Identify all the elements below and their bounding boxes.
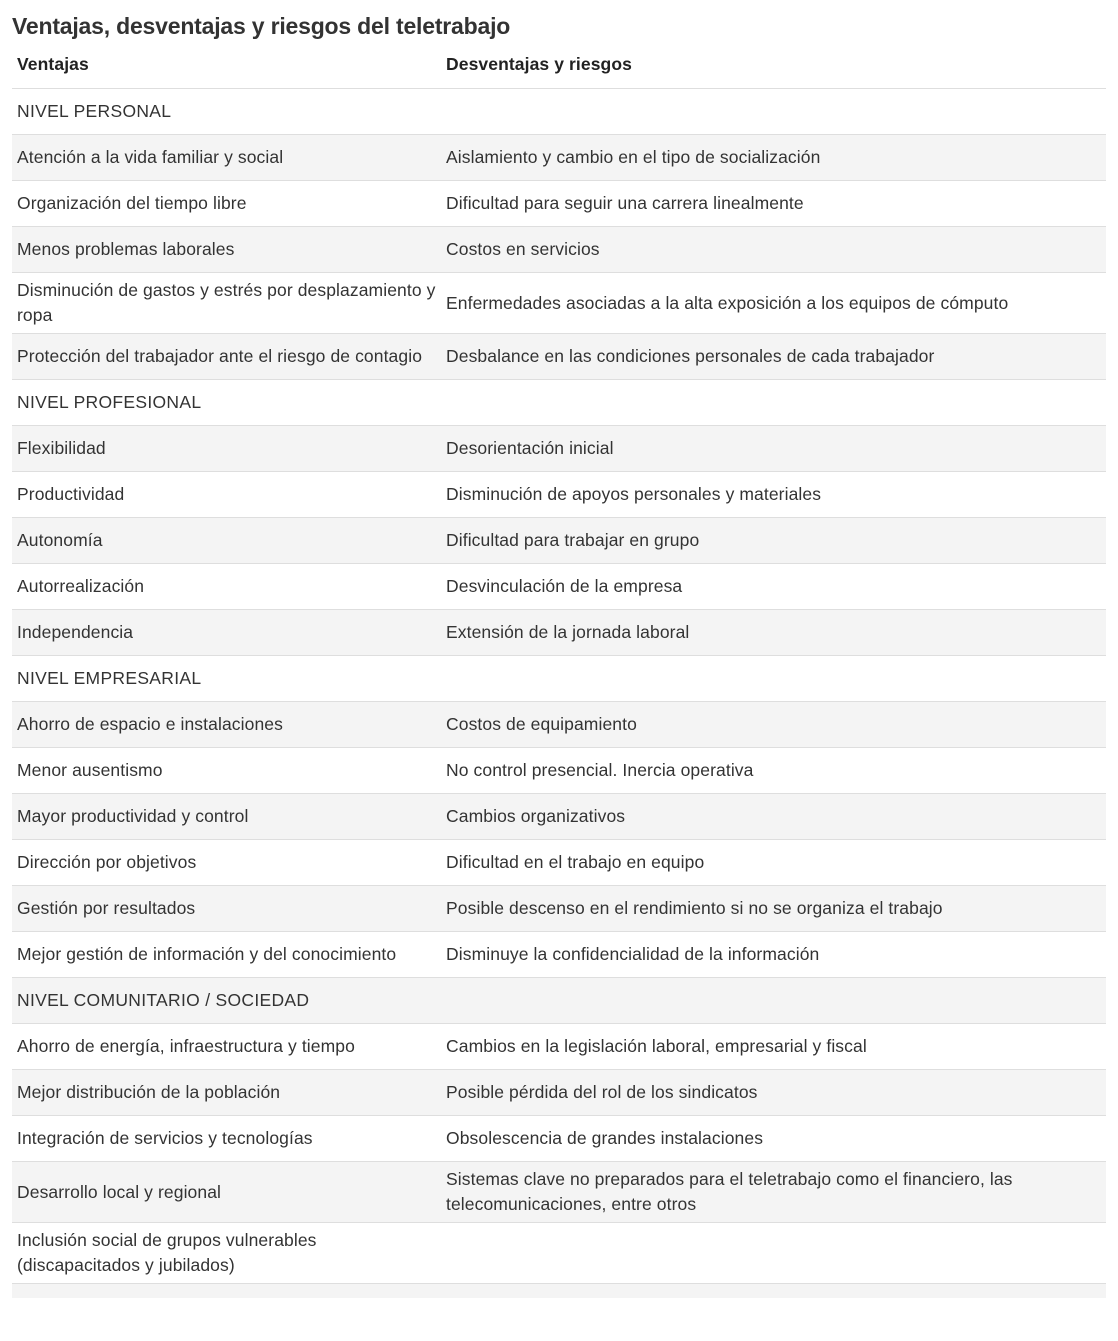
disadvantage-cell	[441, 1223, 1106, 1284]
section-row	[12, 89, 1106, 135]
advantage-cell: Mayor productividad y control	[12, 794, 441, 840]
header-ventajas: Ventajas	[12, 40, 441, 89]
table-row	[12, 702, 1106, 748]
disadvantage-cell: Disminución de apoyos personales y materiales	[441, 472, 1106, 518]
table-row	[12, 1223, 1106, 1284]
advantage-cell: Menos problemas laborales	[12, 227, 441, 273]
disadvantage-cell: Desvinculación de la empresa	[441, 564, 1106, 610]
disadvantage-cell: Aislamiento y cambio en el tipo de socialización	[441, 135, 1106, 181]
section-row	[12, 380, 1106, 426]
section-label: NIVEL PERSONAL	[12, 89, 441, 135]
disadvantage-cell: Dificultad para seguir una carrera linealmente	[441, 181, 1106, 227]
disadvantage-cell: Posible descenso en el rendimiento si no se organiza el trabajo	[441, 886, 1106, 932]
table-row	[12, 610, 1106, 656]
table-row	[12, 1070, 1106, 1116]
table-row	[12, 1162, 1106, 1223]
table-row	[12, 564, 1106, 610]
disadvantage-cell: Desorientación inicial	[441, 426, 1106, 472]
advantage-cell: Desarrollo local y regional	[12, 1162, 441, 1223]
section-row	[12, 656, 1106, 702]
advantage-cell: Independencia	[12, 610, 441, 656]
table-title: Ventajas, desventajas y riesgos del teletrabajo	[12, 13, 511, 39]
disadvantage-cell: Cambios en la legislación laboral, empresarial y fiscal	[441, 1024, 1106, 1070]
advantage-cell: Mejor gestión de información y del conocimiento	[12, 932, 441, 978]
section-row	[12, 978, 1106, 1024]
header-desventajas: Desventajas y riesgos	[441, 40, 1106, 89]
section-label: NIVEL EMPRESARIAL	[12, 656, 441, 702]
advantage-cell: Inclusión social de grupos vulnerables (discapacitados y jubilados)	[12, 1223, 441, 1284]
table-row	[12, 1024, 1106, 1070]
table-row	[12, 932, 1106, 978]
table-row	[12, 273, 1106, 334]
advantage-cell: Productividad	[12, 472, 441, 518]
table-row	[12, 334, 1106, 380]
table-row	[12, 840, 1106, 886]
disadvantage-cell: Dificultad en el trabajo en equipo	[441, 840, 1106, 886]
table-row	[12, 135, 1106, 181]
table-row	[12, 794, 1106, 840]
disadvantage-cell: Cambios organizativos	[441, 794, 1106, 840]
section-label: NIVEL PROFESIONAL	[12, 380, 441, 426]
disadvantage-cell: Costos de equipamiento	[441, 702, 1106, 748]
advantage-cell: Mejor distribución de la población	[12, 1070, 441, 1116]
advantage-cell: Ahorro de espacio e instalaciones	[12, 702, 441, 748]
advantage-cell: Gestión por resultados	[12, 886, 441, 932]
comparison-table	[12, 40, 1106, 1284]
disadvantage-cell: Enfermedades asociadas a la alta exposición a los equipos de cómputo	[441, 273, 1106, 334]
disadvantage-cell: Extensión de la jornada laboral	[441, 610, 1106, 656]
section-label: NIVEL COMUNITARIO / SOCIEDAD	[12, 978, 441, 1024]
table-body	[12, 89, 1106, 1284]
advantage-cell: Atención a la vida familiar y social	[12, 135, 441, 181]
advantage-cell: Organización del tiempo libre	[12, 181, 441, 227]
table-row	[12, 1116, 1106, 1162]
advantage-cell: Flexibilidad	[12, 426, 441, 472]
disadvantage-cell: No control presencial. Inercia operativa	[441, 748, 1106, 794]
section-empty-cell	[441, 89, 1106, 135]
advantage-cell: Autorrealización	[12, 564, 441, 610]
disadvantage-cell: Desbalance en las condiciones personales de cada trabajador	[441, 334, 1106, 380]
advantage-cell: Integración de servicios y tecnologías	[12, 1116, 441, 1162]
table-row	[12, 472, 1106, 518]
advantage-cell: Autonomía	[12, 518, 441, 564]
table-row	[12, 181, 1106, 227]
advantage-cell: Disminución de gastos y estrés por desplazamiento y ropa	[12, 273, 441, 334]
table-row	[12, 227, 1106, 273]
advantage-cell: Ahorro de energía, infraestructura y tiempo	[12, 1024, 441, 1070]
advantage-cell: Dirección por objetivos	[12, 840, 441, 886]
table-row	[12, 518, 1106, 564]
advantage-cell: Menor ausentismo	[12, 748, 441, 794]
section-empty-cell	[441, 380, 1106, 426]
disadvantage-cell: Dificultad para trabajar en grupo	[441, 518, 1106, 564]
disadvantage-cell: Obsolescencia de grandes instalaciones	[441, 1116, 1106, 1162]
table-row	[12, 886, 1106, 932]
disadvantage-cell: Disminuye la confidencialidad de la información	[441, 932, 1106, 978]
disadvantage-cell: Posible pérdida del rol de los sindicatos	[441, 1070, 1106, 1116]
table-bottom-stripe	[12, 1284, 1106, 1298]
table-row	[12, 426, 1106, 472]
section-empty-cell	[441, 978, 1106, 1024]
advantage-cell: Protección del trabajador ante el riesgo de contagio	[12, 334, 441, 380]
disadvantage-cell: Costos en servicios	[441, 227, 1106, 273]
disadvantage-cell: Sistemas clave no preparados para el teletrabajo como el financiero, las telecomunicaciones, entre otros	[441, 1162, 1106, 1223]
table-row	[12, 748, 1106, 794]
section-empty-cell	[441, 656, 1106, 702]
table-header-row	[12, 40, 1106, 89]
